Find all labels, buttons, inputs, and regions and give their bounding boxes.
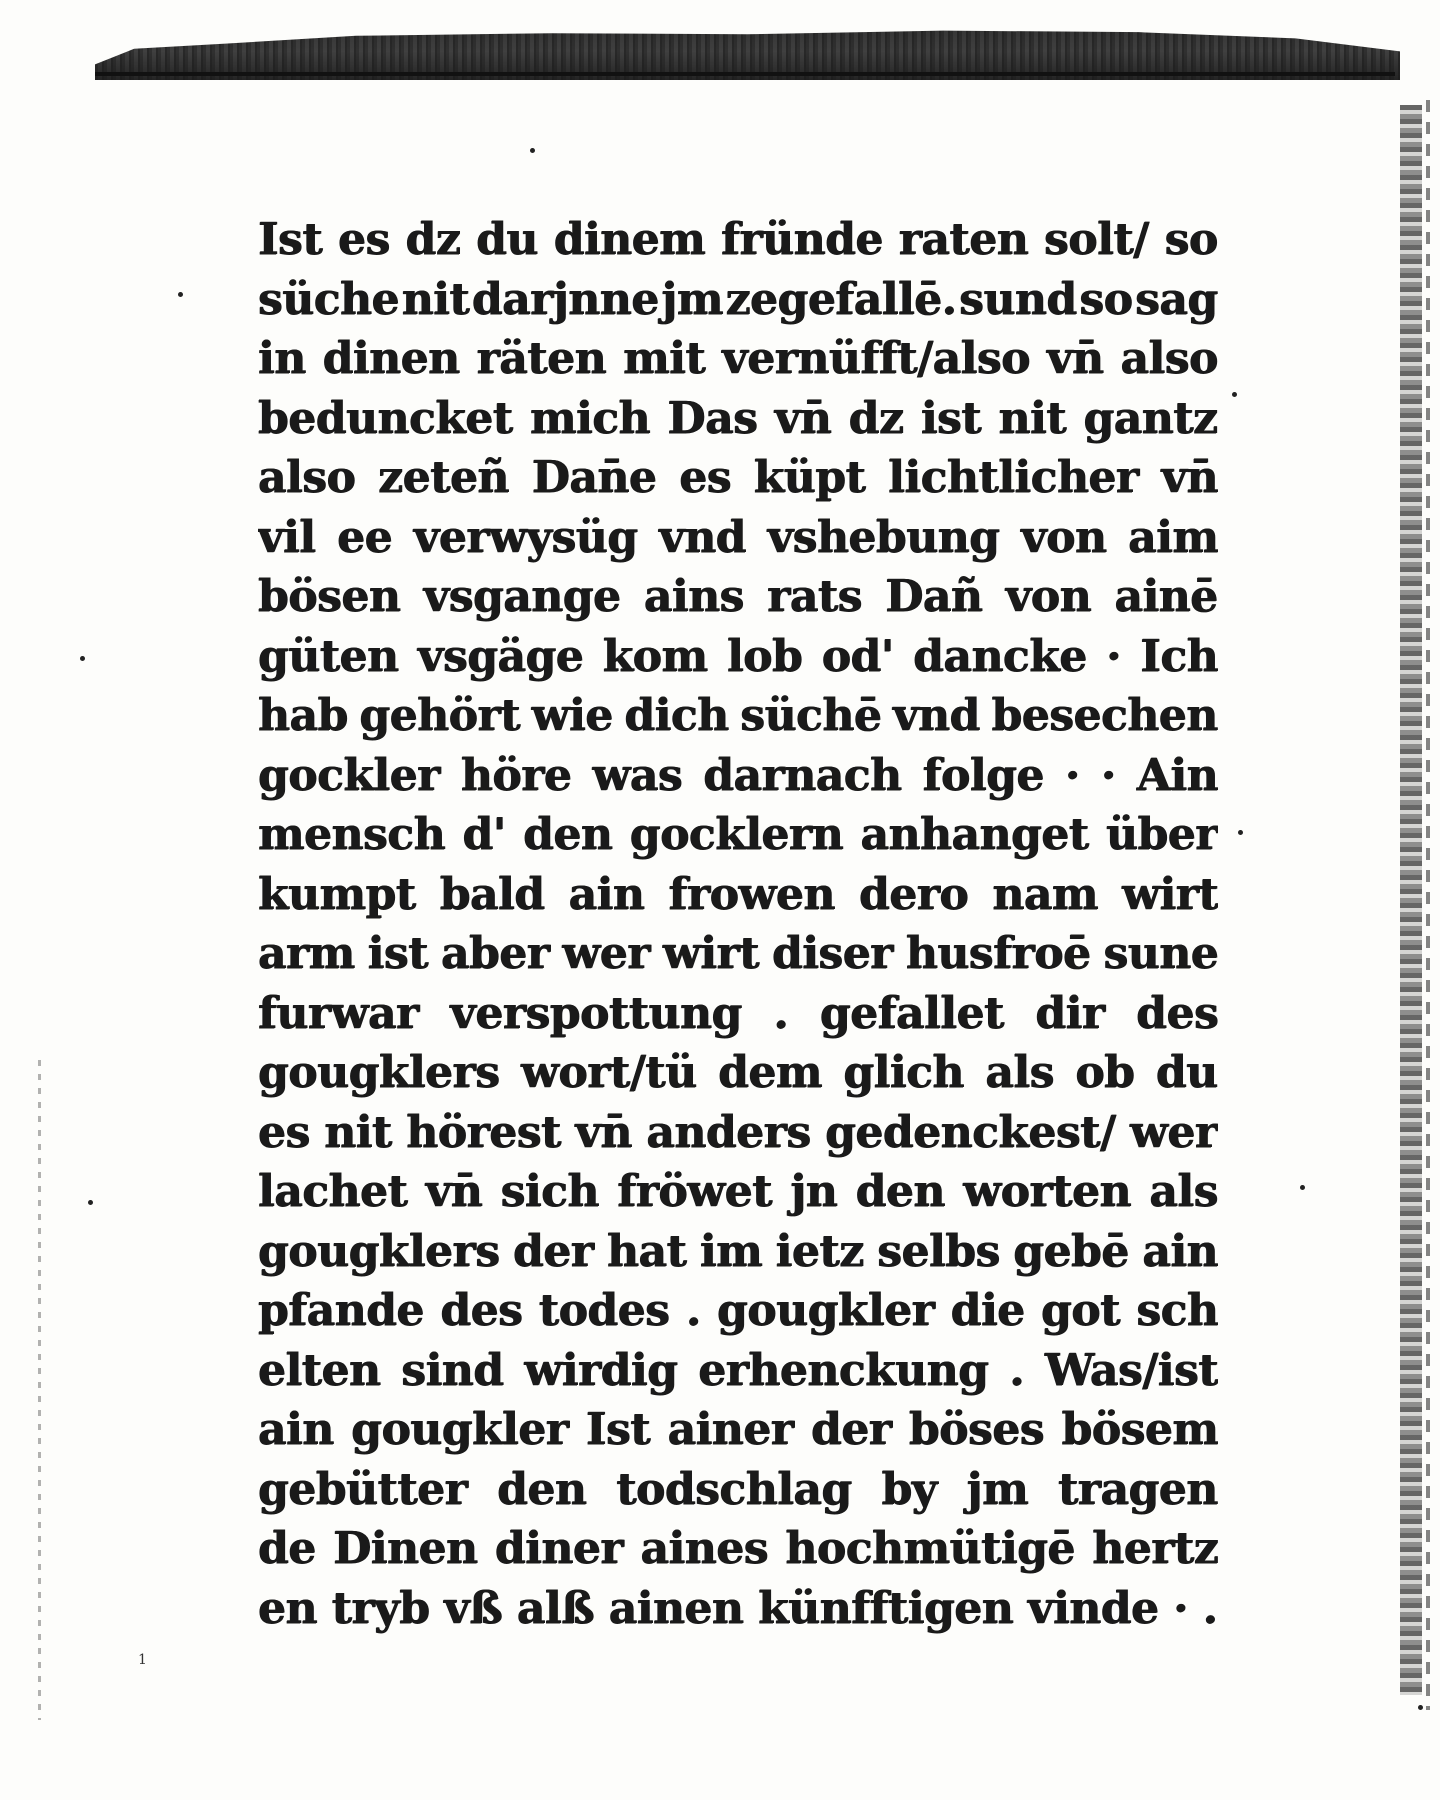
page-left-edge-line	[38, 1060, 41, 1720]
text-line: vil ee verwysüg vnd vshebung von aim	[258, 511, 1218, 563]
text-line: also zeteñ Dan̄e es küpt lichtlicher vn̄	[258, 452, 1218, 503]
speck	[1232, 392, 1237, 397]
page-right-edge-shadow	[1400, 105, 1422, 1695]
text-line: hab gehört wie dich süchē vnd besechen	[258, 690, 1218, 741]
text-line: beduncket mich Das vn̄ dz ist nit gantz	[258, 392, 1218, 444]
text-line: güten vsgäge kom lob od' dancke · Ich	[258, 630, 1218, 682]
text-line: en tryb vß alß ainen künfftigen vinde · .	[258, 1582, 1218, 1634]
speck	[530, 148, 535, 153]
text-line: gougklers wort/tü dem glich als ob du	[258, 1047, 1218, 1098]
text-line: ain gougkler Ist ainer der böses bösem	[258, 1404, 1218, 1455]
text-line: de Dinen diner aines hochmütigē hertz	[258, 1523, 1218, 1574]
text-line: süche nit darjnne jm zegefallē. sund so sag	[258, 273, 1218, 325]
text-line: pfande des todes . gougkler die got sch	[258, 1285, 1218, 1336]
text-line: lachet vn̄ sich fröwet jn den worten als	[258, 1166, 1218, 1217]
text-line: gebütter den todschlag by jm tragen	[258, 1463, 1218, 1515]
speck	[178, 292, 183, 297]
text-line: gockler höre was darnach folge · · Ain	[258, 749, 1218, 801]
text-line: es nit hörest vn̄ anders gedenckest/ wer	[258, 1106, 1218, 1158]
text-line: furwar verspottung . gefallet dir des	[258, 987, 1218, 1039]
text-line: kumpt bald ain frowen dero nam wirt	[258, 868, 1218, 920]
text-line: Ist es dz du dinem fründe raten solt/ so	[258, 214, 1218, 265]
text-line: mensch d' den gocklern anhanget über	[258, 809, 1218, 860]
speck	[1418, 1705, 1423, 1710]
text-line: bösen vsgange ains rats Dañ von ainē	[258, 571, 1218, 622]
page-top-edge-line	[95, 72, 1395, 76]
speck	[80, 656, 85, 661]
speck	[88, 1200, 93, 1205]
speck	[1238, 830, 1243, 835]
text-line: gougklers der hat im ietz selbs gebē ain	[258, 1225, 1218, 1277]
speck	[1300, 1185, 1305, 1190]
text-line: in dinen räten mit vernüfft/also vn̄ also	[258, 333, 1218, 384]
page-number: 1	[138, 1652, 147, 1668]
text-line: elten sind wirdig erhenckung . Was/ist	[258, 1344, 1218, 1396]
page-right-edge-line	[1426, 100, 1430, 1710]
text-line: arm ist aber wer wirt diser husfroē sune	[258, 928, 1218, 979]
blackletter-text-block	[258, 210, 1218, 1634]
